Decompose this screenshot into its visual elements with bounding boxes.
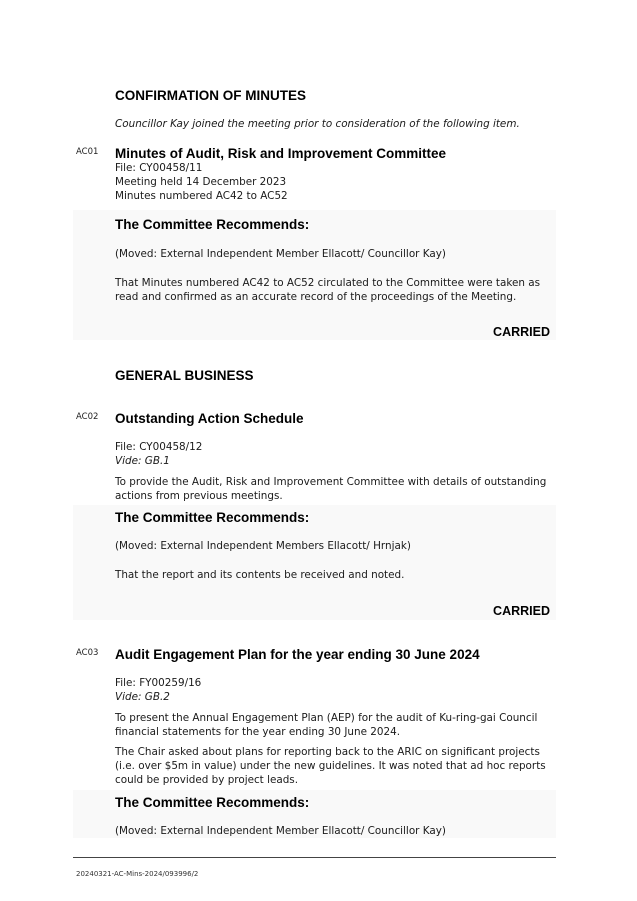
item-file-ac01: File: CY00458/11 [115, 162, 203, 174]
discussion-line-3-ac03: could be provided by project leads. [115, 774, 299, 786]
item-title-ac01: Minutes of Audit, Risk and Improvement Committee [115, 146, 447, 161]
purpose-line-1-ac03: To present the Annual Engagement Plan (AEP) for the audit of Ku-ring-gai Council [115, 712, 538, 724]
outcome-ac02: CARRIED [493, 604, 550, 618]
resolution-line-1-ac01: That Minutes numbered AC42 to AC52 circulated to the Committee were taken as [115, 277, 541, 289]
item-number-ac03: AC03 [76, 648, 99, 658]
discussion-line-2-ac03: (i.e. over $5m in value) under the new guidelines. It was noted that ad hoc reports [115, 760, 546, 772]
resolution-line-2-ac01: read and confirmed as an accurate record of the proceedings of the Meeting. [115, 291, 517, 303]
footer-reference: 20240321-AC-Mins-2024/093996/2 [76, 870, 199, 878]
resolution-ac02: That the report and its contents be received and noted. [115, 569, 405, 581]
recommendation-heading-ac03: The Committee Recommends: [115, 795, 310, 810]
item-minutes-range-ac01: Minutes numbered AC42 to AC52 [115, 190, 288, 202]
confirmation-heading: CONFIRMATION OF MINUTES [115, 88, 306, 103]
item-meeting-date-ac01: Meeting held 14 December 2023 [115, 176, 287, 188]
moved-ac02: (Moved: External Independent Members Ellacott/ Hrnjak) [115, 540, 411, 552]
recommendation-heading-ac01: The Committee Recommends: [115, 217, 310, 232]
item-number-ac01: AC01 [76, 147, 99, 157]
footer-rule [73, 857, 556, 858]
item-vide-ac03: Vide: GB.2 [115, 691, 170, 703]
confirmation-note: Councillor Kay joined the meeting prior to consideration of the following item. [115, 118, 520, 130]
item-file-ac03: File: FY00259/16 [115, 677, 202, 689]
moved-ac03: (Moved: External Independent Member Ellacott/ Councillor Kay) [115, 825, 446, 837]
moved-ac01: (Moved: External Independent Member Ellacott/ Councillor Kay) [115, 248, 446, 260]
discussion-line-1-ac03: The Chair asked about plans for reporting back to the ARIC on significant projects [115, 746, 540, 758]
purpose-line-2-ac02: actions from previous meetings. [115, 490, 283, 502]
item-file-ac02: File: CY00458/12 [115, 441, 203, 453]
item-vide-ac02: Vide: GB.1 [115, 455, 170, 467]
purpose-line-1-ac02: To provide the Audit, Risk and Improvement Committee with details of outstanding [115, 476, 547, 488]
item-number-ac02: AC02 [76, 412, 99, 422]
outcome-ac01: CARRIED [493, 325, 550, 339]
item-title-ac02: Outstanding Action Schedule [115, 411, 304, 426]
general-business-heading: GENERAL BUSINESS [115, 368, 254, 383]
purpose-line-2-ac03: financial statements for the year ending 30 June 2024. [115, 726, 401, 738]
recommendation-heading-ac02: The Committee Recommends: [115, 510, 310, 525]
item-title-ac03: Audit Engagement Plan for the year ending 30 June 2024 [115, 647, 480, 662]
